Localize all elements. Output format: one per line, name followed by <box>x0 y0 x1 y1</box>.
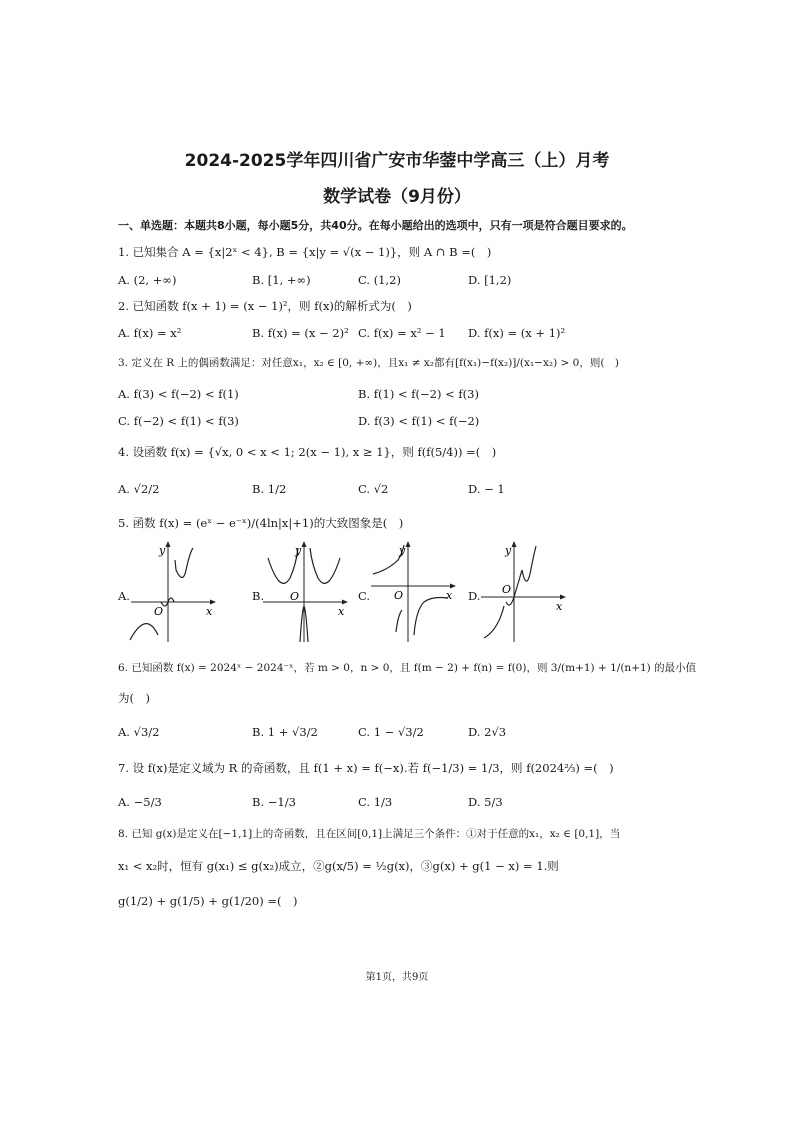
q5b-origin-label: O <box>290 590 300 603</box>
question-3-stem: 3. 定义在 R 上的偶函数满足：对任意x₁，x₂ ∈ [0, +∞)，且x₁ ≠ x₂都有[f(x₁)−f(x₂)]/(x₁−x₂) > 0，则( ) <box>118 357 620 369</box>
q2-option-b[interactable]: B. f(x) = (x − 2)² <box>252 326 349 340</box>
q5-option-c[interactable]: C. <box>358 589 371 603</box>
q6-option-c[interactable]: C. 1 − √3/2 <box>358 725 424 739</box>
q5d-y-label: y <box>505 544 512 557</box>
question-2-stem: 2. 已知函数 f(x + 1) = (x − 1)²，则 f(x)的解析式为( ) <box>118 299 412 313</box>
q1-option-b[interactable]: B. [1, +∞) <box>252 273 311 287</box>
question-5-stem: 5. 函数 f(x) = (eˣ − e⁻ˣ)/(4ln|x|+1)的大致图象是( ) <box>118 516 404 530</box>
q6-option-b[interactable]: B. 1 + √3/2 <box>252 725 318 739</box>
question-8-stem: 8. 已知 g(x)是定义在[−1,1]上的奇函数，且在区间[0,1]上满足三个条件：①对于任意的x₁，x₂ ∈ [0,1]，当 <box>118 828 621 840</box>
q5-graph-d[interactable] <box>478 540 568 645</box>
q3-option-b[interactable]: B. f(1) < f(−2) < f(3) <box>358 387 479 401</box>
q3-option-c[interactable]: C. f(−2) < f(1) < f(3) <box>118 414 239 428</box>
q7-option-a[interactable]: A. −5/3 <box>118 795 162 809</box>
section-heading: 一、单选题：本题共8小题，每小题5分，共40分。在每小题给出的选项中，只有一项是符合题目要求的。 <box>118 219 633 232</box>
q5a-x-label: x <box>206 605 213 618</box>
q5-option-d[interactable]: D. <box>468 589 481 603</box>
q5d-origin-label: O <box>502 583 512 596</box>
q5d-x-label: x <box>556 600 563 613</box>
question-6-stem-continued: 为( ) <box>118 691 150 705</box>
q4-option-c[interactable]: C. √2 <box>358 482 389 496</box>
q5-graph-c[interactable] <box>368 540 458 645</box>
q6-option-d[interactable]: D. 2√3 <box>468 725 507 739</box>
q4-option-b[interactable]: B. 1/2 <box>252 482 287 496</box>
q6-option-a[interactable]: A. √3/2 <box>118 725 160 739</box>
question-6-stem: 6. 已知函数 f(x) = 2024ˣ − 2024⁻ˣ，若 m > 0，n > 0，且 f(m − 2) + f(n) = f(0)，则 3/(m+1) + 1/(n+1) 的最小值 <box>118 662 697 674</box>
q4-option-a[interactable]: A. √2/2 <box>118 482 160 496</box>
q5a-origin-label: O <box>154 605 164 618</box>
q1-option-a[interactable]: A. (2, +∞) <box>118 273 177 287</box>
q4-option-d[interactable]: D. − 1 <box>468 482 505 496</box>
q7-option-d[interactable]: D. 5/3 <box>468 795 503 809</box>
q5b-y-label: y <box>295 544 302 557</box>
question-8-stem-final: g(1/2) + g(1/5) + g(1/20) =( ) <box>118 894 298 908</box>
q3-option-a[interactable]: A. f(3) < f(−2) < f(1) <box>118 387 239 401</box>
q7-option-c[interactable]: C. 1/3 <box>358 795 393 809</box>
q2-option-a[interactable]: A. f(x) = x² <box>118 326 182 340</box>
question-1-stem: 1. 已知集合 A = {x|2ˣ < 4}, B = {x|y = √(x − 1)}，则 A ∩ B =( ) <box>118 245 492 259</box>
q5b-x-label: x <box>338 605 345 618</box>
q5c-x-label: x <box>446 589 453 602</box>
page-subtitle: 数学试卷（9月份） <box>323 187 471 207</box>
q5-graph-a[interactable] <box>128 540 218 645</box>
q5-graph-b[interactable] <box>260 540 350 645</box>
q5a-y-label: y <box>159 544 166 557</box>
page-title: 2024-2025学年四川省广安市华蓥中学高三（上）月考 <box>184 151 610 171</box>
q1-option-d[interactable]: D. [1,2) <box>468 273 512 287</box>
question-7-stem: 7. 设 f(x)是定义域为 R 的奇函数，且 f(1 + x) = f(−x).若 f(−1/3) = 1/3，则 f(2024⅔) =( ) <box>118 761 614 775</box>
q2-option-d[interactable]: D. f(x) = (x + 1)² <box>468 326 566 340</box>
q5c-origin-label: O <box>394 589 404 602</box>
question-8-stem-continued: x₁ < x₂时，恒有 g(x₁) ≤ g(x₂)成立，②g(x/5) = ½g(x)，③g(x) + g(1 − x) = 1.则 <box>118 859 559 873</box>
q5-option-a[interactable]: A. <box>118 589 130 603</box>
q1-option-c[interactable]: C. (1,2) <box>358 273 401 287</box>
q7-option-b[interactable]: B. −1/3 <box>252 795 296 809</box>
q5c-y-label: y <box>399 544 406 557</box>
q3-option-d[interactable]: D. f(3) < f(1) < f(−2) <box>358 414 480 428</box>
q2-option-c[interactable]: C. f(x) = x² − 1 <box>358 326 446 340</box>
q5-option-b[interactable]: B. <box>252 589 265 603</box>
question-4-stem: 4. 设函数 f(x) = {√x, 0 < x < 1; 2(x − 1), x ≥ 1}，则 f(f(5/4)) =( ) <box>118 445 497 459</box>
page-footer: 第1页，共9页 <box>365 972 429 983</box>
